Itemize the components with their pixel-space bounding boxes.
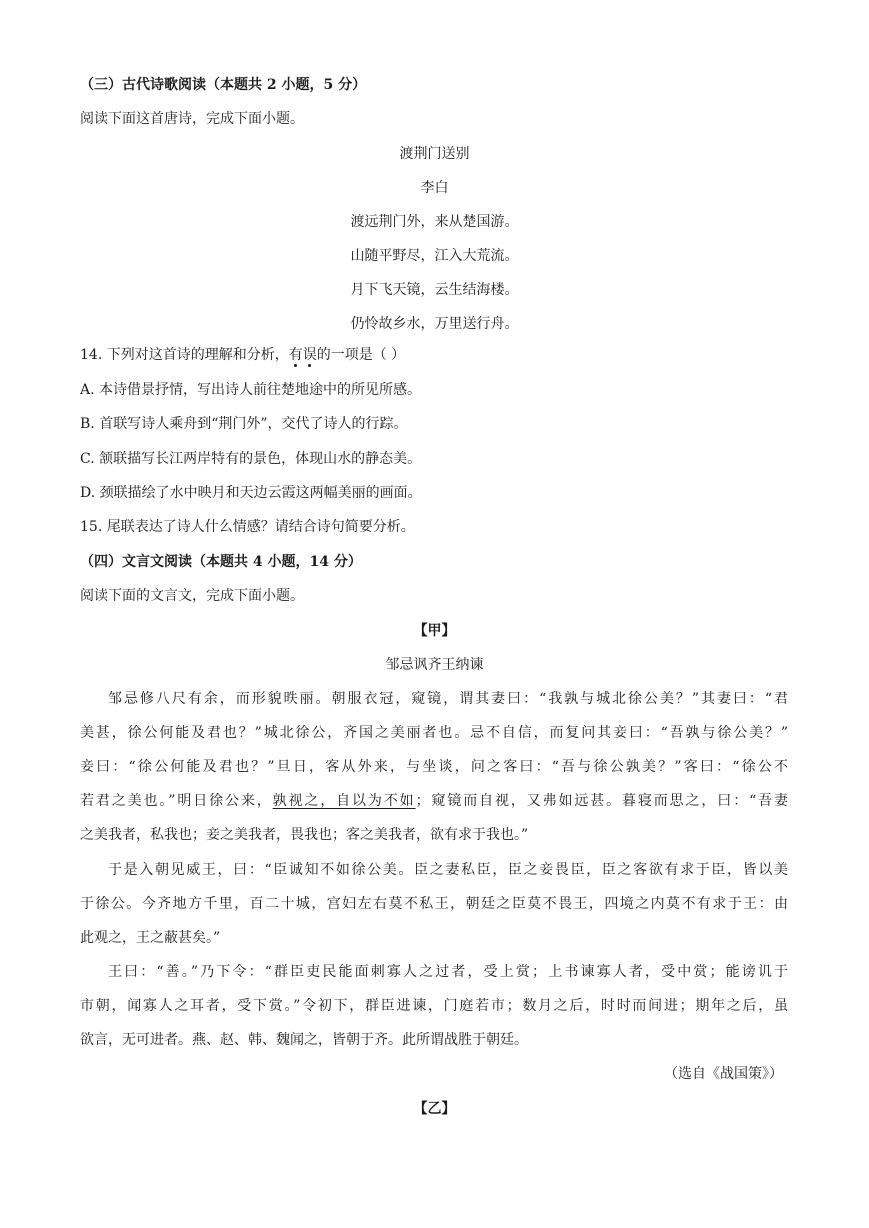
- paragraph-text: ；窥镜而自视，又弗如远甚。暮寝而思之，曰：“吾妻: [415, 793, 788, 809]
- paragraph-1-line: 美甚，徐公何能及君也？”城北徐公，齐国之美丽者也。忌不自信，而复问其妾曰：“吾孰与徐公美？”: [80, 725, 788, 741]
- paragraph-1-line: 之美我者，私我也；妾之美我者，畏我也；客之美我者，欲有求于我也。”: [80, 827, 529, 843]
- option-c: C. 颔联描写长江两岸特有的景色，体现山水的静态美。: [80, 451, 422, 467]
- option-a: A. 本诗借景抒情，写出诗人前往楚地途中的所见所感。: [80, 382, 422, 398]
- section3-intro: 阅读下面这首唐诗，完成下面小题。: [80, 111, 304, 127]
- section3-heading: （三）古代诗歌阅读（本题共 2 小题，5 分）: [80, 77, 367, 93]
- passage-yi-label: 【乙】: [413, 1101, 456, 1117]
- paragraph-1-line: 邹忌修八尺有余，而形貌昳丽。朝服衣冠，窥镜，谓其妻曰：“我孰与城北徐公美？”其妻曰：“君: [108, 691, 788, 707]
- option-b: B. 首联写诗人乘舟到“荆门外”，交代了诗人的行踪。: [80, 416, 408, 432]
- poem-author: 李白: [420, 180, 449, 196]
- poem-line-4: 仍怜故乡水，万里送行舟。: [350, 316, 519, 332]
- paragraph-1-line: [80, 791, 788, 811]
- paragraph-2-line: 于徐公。今齐地方千里，百二十城，宫妇左右莫不私王，朝廷之臣莫不畏王，四境之内莫不有求于王：由: [80, 896, 788, 912]
- section4-intro: 阅读下面的文言文，完成下面小题。: [80, 588, 304, 604]
- paragraph-text: 若君之美也。”明日徐公来，: [80, 793, 273, 809]
- paragraph-2-line: 于是入朝见威王，曰：“臣诚知不如徐公美。臣之妻私臣，臣之妾畏臣，臣之客欲有求于臣，皆以美: [108, 862, 788, 878]
- question-14-text: 14. 下列对这首诗的理解和分析，: [80, 347, 289, 363]
- poem-line-2: 山随平野尽，江入大荒流。: [350, 248, 519, 264]
- poem-line-3: 月下飞天镜，云生结海楼。: [350, 282, 519, 298]
- question-14-blank: 的一项是（ ）: [316, 347, 406, 363]
- paragraph-1-line: 妾曰：“徐公何能及君也？”旦日，客从外来，与坐谈，问之客曰：“吾与徐公孰美？”客曰：“徐公不: [80, 759, 788, 775]
- source-citation: （选自《战国策》）: [664, 1066, 783, 1082]
- underlined-sentence: 孰视之，自以为不如: [272, 793, 416, 809]
- question-14: [80, 345, 788, 365]
- paragraph-3-line: 市朝，闻寡人之耳者，受下赏。”令初下，群臣进谏，门庭若市；数月之后，时时而间进；期年之后，虽: [80, 998, 788, 1014]
- option-d: D. 颈联描绘了水中映月和天边云霞这两幅美丽的画面。: [80, 485, 422, 501]
- poem-line-1: 渡远荆门外，来从楚国游。: [350, 214, 519, 230]
- emphasis-dot-char: 有: [288, 347, 303, 363]
- passage-title: 邹忌讽齐王纳谏: [385, 657, 484, 673]
- section4-heading: （四）文言文阅读（本题共 4 小题，14 分）: [80, 554, 362, 570]
- question-15: 15. 尾联表达了诗人什么情感？请结合诗句简要分析。: [80, 519, 415, 535]
- poem-title: 渡荆门送别: [399, 146, 470, 162]
- paragraph-3-line: 欲言，无可进者。燕、赵、韩、魏闻之，皆朝于齐。此所谓战胜于朝廷。: [80, 1032, 528, 1048]
- passage-jia-label: 【甲】: [413, 623, 456, 639]
- emphasis-dot-char: 误: [302, 347, 317, 363]
- paragraph-2-line: 此观之，王之蔽甚矣。”: [80, 930, 221, 946]
- paragraph-3-line: 王曰：“善。”乃下令：“群臣吏民能面刺寡人之过者，受上赏；上书谏寡人者，受中赏；能谤讥于: [108, 964, 788, 980]
